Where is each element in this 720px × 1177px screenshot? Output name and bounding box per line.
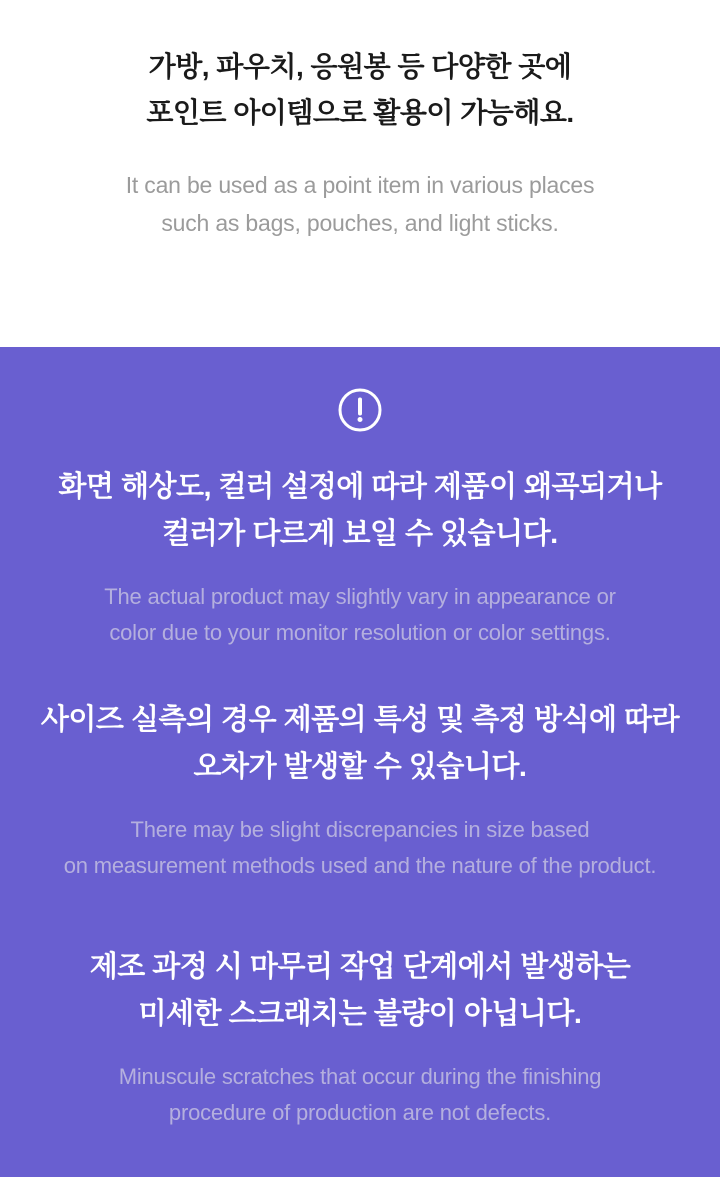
notice-heading-line-1: 사이즈 실측의 경우 제품의 특성 및 측정 방식에 따라 bbox=[40, 704, 680, 736]
intro-heading-line-2: 포인트 아이템으로 활용이 가능해요. bbox=[146, 97, 574, 128]
notice-body bbox=[0, 579, 720, 651]
intro-section bbox=[0, 0, 720, 347]
intro-heading bbox=[0, 44, 720, 136]
notice-block-scratches bbox=[0, 944, 720, 1131]
notice-heading bbox=[0, 944, 720, 1038]
notice-heading-line-2: 오차가 발생할 수 있습니다. bbox=[193, 751, 527, 783]
notice-heading-line-1: 제조 과정 시 마무리 작업 단계에서 발생하는 bbox=[89, 951, 631, 983]
notice-heading-line-1: 화면 해상도, 컬러 설정에 따라 제품이 왜곡되거나 bbox=[58, 471, 662, 503]
notice-body bbox=[0, 812, 720, 884]
notice-body-line-2: color due to your monitor resolution or color settings. bbox=[109, 620, 611, 645]
notice-body-line-2: procedure of production are not defects. bbox=[168, 1100, 552, 1125]
exclamation-circle-icon bbox=[338, 388, 382, 432]
notice-body-line-1: The actual product may slightly vary in appearance or bbox=[104, 584, 616, 609]
notice-heading-line-2: 컬러가 다르게 보일 수 있습니다. bbox=[162, 518, 558, 550]
intro-subtext bbox=[0, 166, 720, 242]
intro-subtext-line-2: such as bags, pouches, and light sticks. bbox=[161, 210, 559, 236]
notice-block-display bbox=[0, 464, 720, 651]
notice-section bbox=[0, 347, 720, 1177]
notice-heading bbox=[0, 464, 720, 558]
notice-body-line-1: Minuscule scratches that occur during the finishing bbox=[118, 1064, 602, 1089]
notice-block-size bbox=[0, 697, 720, 884]
notice-body bbox=[0, 1059, 720, 1131]
notice-heading bbox=[0, 697, 720, 791]
notice-heading-line-2: 미세한 스크래치는 불량이 아닙니다. bbox=[138, 998, 582, 1030]
intro-heading-line-1: 가방, 파우치, 응원봉 등 다양한 곳에 bbox=[148, 51, 572, 82]
intro-subtext-line-1: It can be used as a point item in various places bbox=[125, 172, 595, 198]
notice-body-line-2: on measurement methods used and the nature of the product. bbox=[63, 853, 657, 878]
notice-body-line-1: There may be slight discrepancies in size based bbox=[130, 817, 590, 842]
